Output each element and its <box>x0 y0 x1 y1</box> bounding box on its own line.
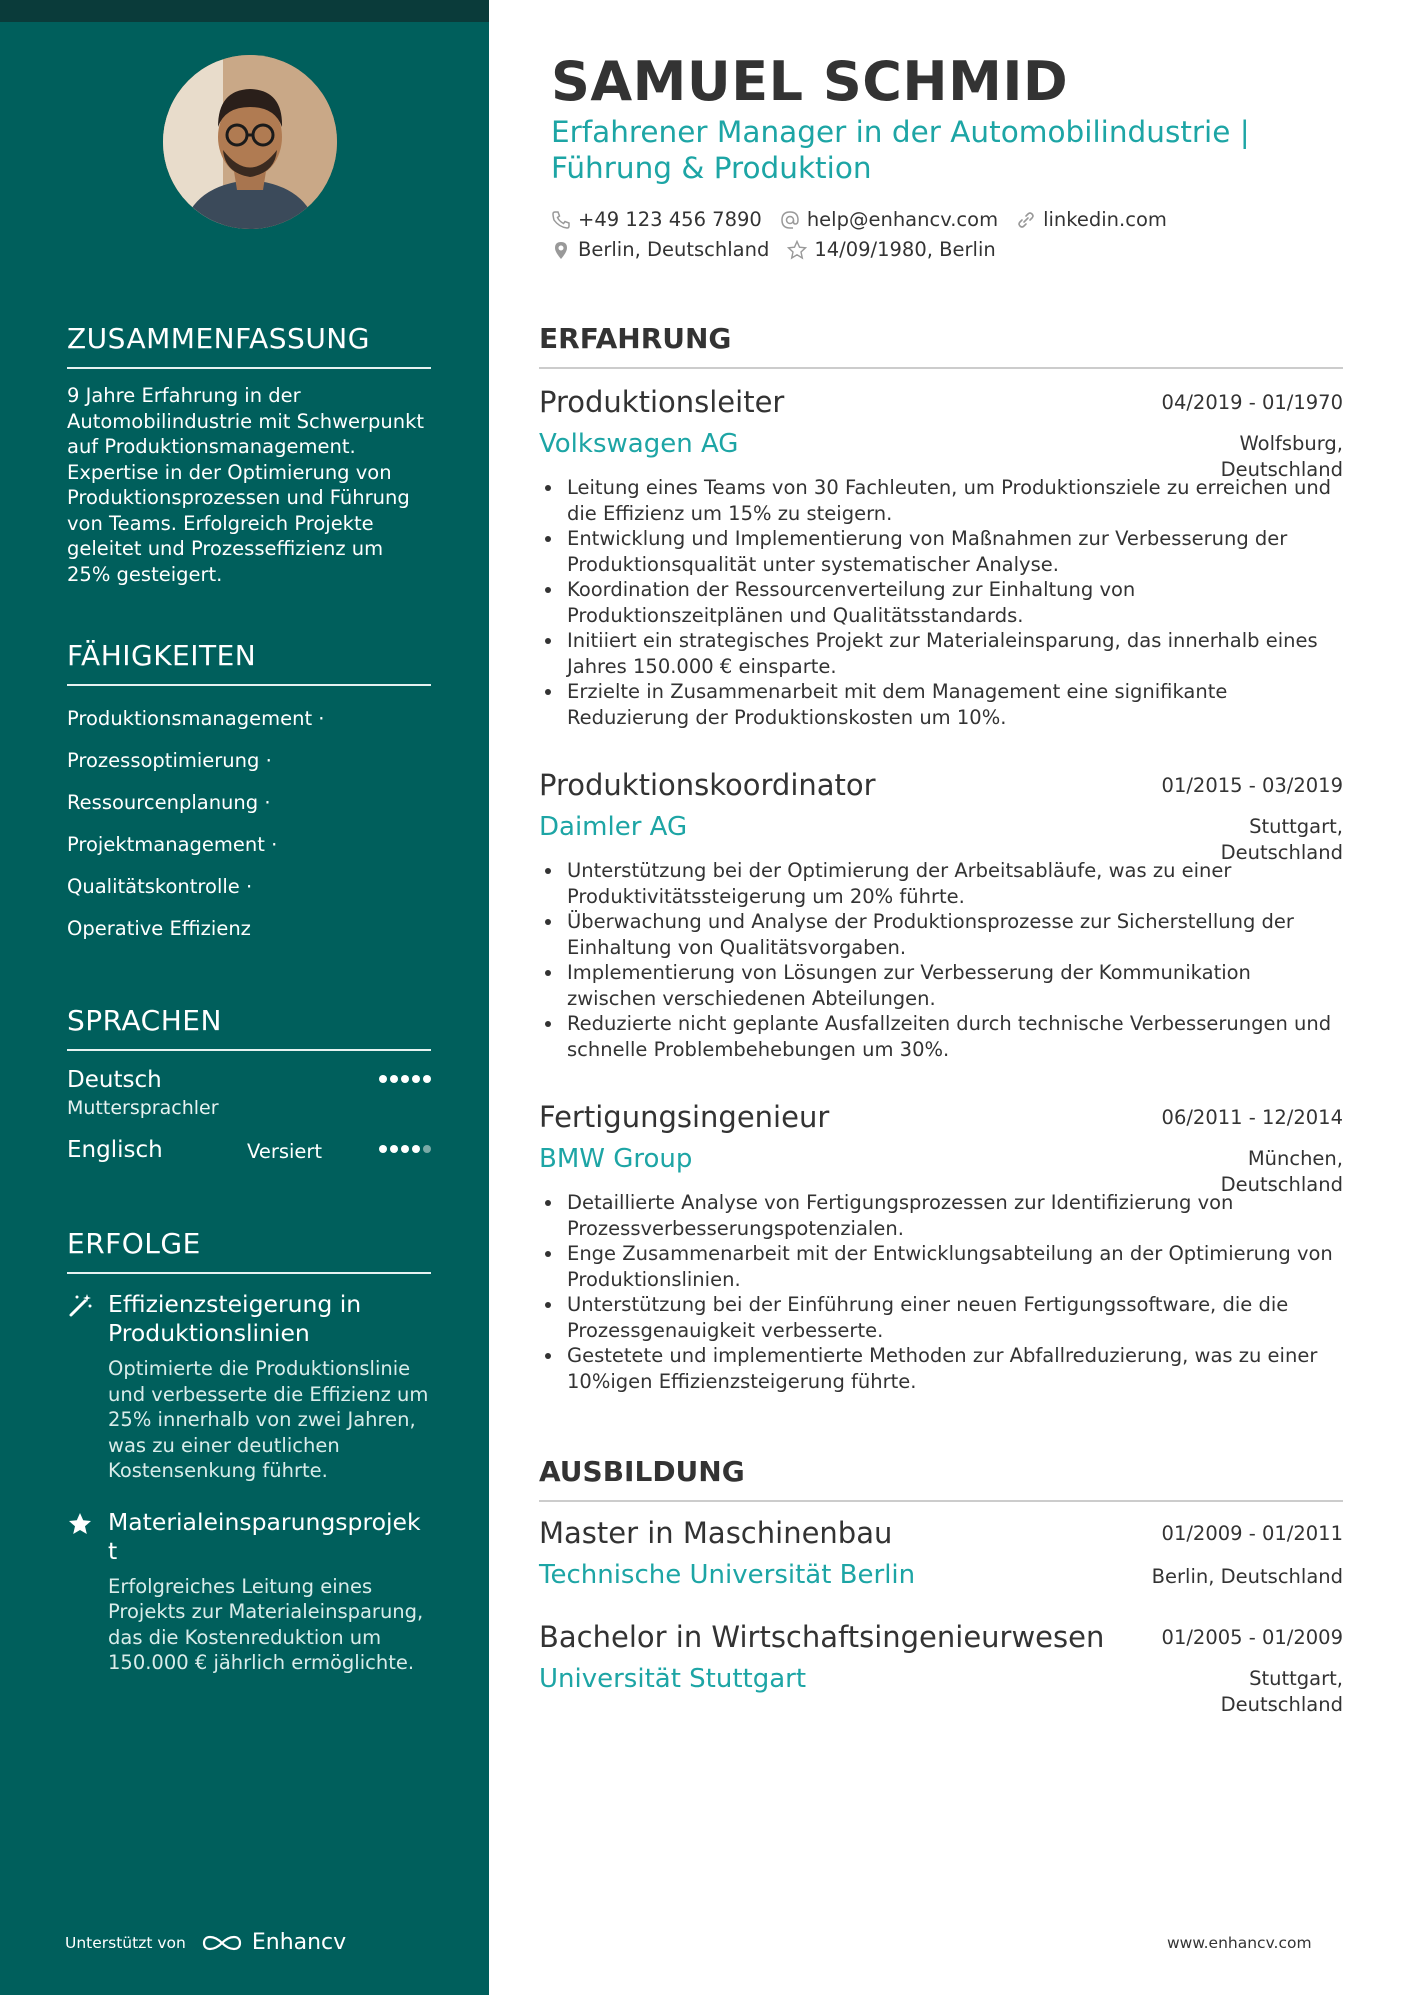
job-bullet: Koordination der Ressourcenverteilung zur Einhaltung von Produktionszeitplänen und Qualitätsstandards. <box>539 577 1343 628</box>
languages-section <box>67 1004 431 1201</box>
powered-by-label: Unterstützt von <box>65 1933 186 1952</box>
job-date: 01/2015 - 03/2019 <box>1161 774 1343 797</box>
job-bullet: Enge Zusammenarbeit mit der Entwicklungsabteilung an der Optimierung von Produktionslinien. <box>539 1241 1343 1292</box>
skills-list <box>67 698 431 950</box>
job-bullet: Entwicklung und Implementierung von Maßnahmen zur Verbesserung der Produktionsqualität unter systematischer Analyse. <box>539 526 1343 577</box>
infinity-logo-icon <box>200 1931 244 1955</box>
magic-wand-icon <box>67 1293 93 1319</box>
rating-dot <box>401 1075 409 1083</box>
job-bullet: Erzielte in Zusammenarbeit mit dem Management eine signifikante Reduzierung der Produktionskosten um 10%. <box>539 679 1343 730</box>
job-title: Produktionsleiter <box>539 385 785 419</box>
contact-link[interactable] <box>1016 208 1167 231</box>
company-name[interactable]: BMW Group <box>539 1144 693 1174</box>
job-item <box>539 768 1343 1062</box>
headline: Erfahrener Manager in der Automobilindustrie | Führung & Produktion <box>551 115 1250 185</box>
contact-row-1 <box>551 208 1167 231</box>
job-location: München, Deutschland <box>1220 1147 1343 1196</box>
avatar <box>163 55 337 229</box>
language-level: Muttersprachler <box>67 1097 219 1119</box>
job-location: Stuttgart, Deutschland <box>1220 815 1343 864</box>
achievements-title: ERFOLGE <box>67 1227 431 1274</box>
skills-title: FÄHIGKEITEN <box>67 639 431 686</box>
job-date: 06/2011 - 12/2014 <box>1161 1106 1343 1129</box>
summary-section <box>67 322 431 587</box>
achievement-description: Optimierte die Produktionslinie und verbesserte die Effizienz um 25% innerhalb von zwei Jahren, was zu einer deutlichen Kostensenkung führte. <box>108 1357 429 1482</box>
achievement-title: Effizienzsteigerung in Produktionslinien <box>108 1290 362 1347</box>
education-date: 01/2009 - 01/2011 <box>1161 1522 1343 1545</box>
job-bullets <box>539 858 1343 1062</box>
link-text: linkedin.com <box>1043 208 1167 231</box>
enhancv-logo[interactable] <box>200 1930 346 1955</box>
contact-phone[interactable] <box>551 208 762 231</box>
contact-row-2 <box>551 238 996 261</box>
language-level: Versiert <box>247 1140 323 1163</box>
achievements-section <box>67 1227 431 1676</box>
education-title: AUSBILDUNG <box>539 1455 1343 1502</box>
achievement-item <box>67 1508 431 1676</box>
language-rating <box>379 1075 431 1083</box>
contact-location <box>551 238 769 261</box>
languages-title: SPRACHEN <box>67 1004 431 1051</box>
job-bullet: Initiiert ein strategisches Projekt zur Materialeinsparung, das innerhalb eines Jahres 150.000 € einsparte. <box>539 628 1343 679</box>
skill-item: Ressourcenplanung · <box>67 791 271 814</box>
sidebar-top-bar <box>0 0 489 22</box>
rating-dot <box>379 1075 387 1083</box>
summary-title: ZUSAMMENFASSUNG <box>67 322 431 369</box>
achievement-item <box>67 1290 431 1484</box>
at-sign-icon <box>780 210 800 230</box>
phone-icon <box>551 210 571 230</box>
candidate-name: SAMUEL SCHMID <box>551 50 1069 113</box>
avatar-photo <box>163 55 337 229</box>
education-item <box>539 1516 1343 1590</box>
rating-dot <box>379 1145 387 1153</box>
experience-title: ERFAHRUNG <box>539 322 1343 369</box>
language-rating <box>379 1145 431 1153</box>
school-name[interactable]: Universität Stuttgart <box>539 1664 807 1694</box>
skill-item: Prozessoptimierung · <box>67 749 272 772</box>
language-name: Deutsch <box>67 1067 162 1093</box>
email-text: help@enhancv.com <box>806 208 999 231</box>
job-bullets <box>539 475 1343 730</box>
job-title: Fertigungsingenieur <box>539 1100 830 1134</box>
link-icon <box>1016 210 1036 230</box>
skill-item: Qualitätskontrolle · <box>67 875 253 898</box>
powered-by <box>65 1930 346 1955</box>
footer-url[interactable]: www.enhancv.com <box>1167 1934 1312 1952</box>
summary-text: 9 Jahre Erfahrung in der Automobilindustrie mit Schwerpunkt auf Produktionsmanagement. Expertise in der Optimierung von Produktionsprozessen und Führung von Teams. Erfolgreich Projekte geleitet und Prozesseffizienz um 25% gesteigert. <box>67 384 425 586</box>
sidebar <box>0 0 489 1995</box>
language-row-englisch <box>67 1137 431 1201</box>
job-date: 04/2019 - 01/1970 <box>1161 391 1343 414</box>
achievement-description: Erfolgreiches Leitung eines Projekts zur Materialeinsparung, das die Kostenreduktion um 150.000 € jährlich ermöglichte. <box>108 1574 424 1674</box>
company-name[interactable]: Daimler AG <box>539 812 688 842</box>
job-bullet: Detaillierte Analyse von Fertigungsprozessen zur Identifizierung von Prozessverbesserungspotenzialen. <box>539 1190 1343 1241</box>
enhancv-brand-text: Enhancv <box>251 1930 347 1955</box>
education-location: Stuttgart, Deutschland <box>1220 1667 1343 1716</box>
language-name: Englisch <box>67 1137 163 1163</box>
job-bullet: Unterstützung bei der Optimierung der Arbeitsabläufe, was zu einer Produktivitätssteigerung um 20% führte. <box>539 858 1343 909</box>
job-item <box>539 385 1343 730</box>
contact-birth <box>787 238 995 261</box>
job-bullet: Leitung eines Teams von 30 Fachleuten, um Produktionsziele zu erreichen und die Effizienz um 15% zu steigern. <box>539 475 1343 526</box>
job-item <box>539 1100 1343 1394</box>
language-row-deutsch <box>67 1067 431 1131</box>
star-icon <box>67 1511 93 1537</box>
rating-dot <box>423 1145 431 1153</box>
skill-item: Produktionsmanagement · <box>67 707 325 730</box>
star-outline-icon <box>787 240 807 260</box>
job-bullets <box>539 1190 1343 1394</box>
rating-dot <box>423 1075 431 1083</box>
rating-dot <box>412 1075 420 1083</box>
rating-dot <box>401 1145 409 1153</box>
school-name[interactable]: Technische Universität Berlin <box>539 1560 916 1590</box>
rating-dot <box>412 1145 420 1153</box>
education-item <box>539 1620 1343 1716</box>
location-text: Berlin, Deutschland <box>578 238 770 261</box>
job-bullet: Unterstützung bei der Einführung einer neuen Fertigungssoftware, die die Prozessgenauigkeit verbesserte. <box>539 1292 1343 1343</box>
degree-title: Master in Maschinenbau <box>539 1516 893 1550</box>
education-location: Berlin, Deutschland <box>1151 1565 1343 1588</box>
job-title: Produktionskoordinator <box>539 768 876 802</box>
job-bullet: Reduzierte nicht geplante Ausfallzeiten durch technische Verbesserungen und schnelle Problembehebungen um 30%. <box>539 1011 1343 1062</box>
rating-dot <box>390 1075 398 1083</box>
skill-item: Projektmanagement · <box>67 833 278 856</box>
skill-item: Operative Effizienz <box>67 917 251 940</box>
achievement-title: Materialeinsparungsprojek t <box>108 1507 421 1565</box>
skills-section <box>67 639 431 950</box>
job-bullet: Überwachung und Analyse der Produktionsprozesse zur Sicherstellung der Einhaltung von Qualitätsvorgaben. <box>539 909 1343 960</box>
phone-text: +49 123 456 7890 <box>578 208 762 231</box>
rating-dot <box>390 1145 398 1153</box>
degree-title: Bachelor in Wirtschaftsingenieurwesen <box>539 1620 1105 1654</box>
contact-email[interactable] <box>780 208 998 231</box>
birth-text: 14/09/1980, Berlin <box>814 238 996 261</box>
education-date: 01/2005 - 01/2009 <box>1161 1626 1343 1649</box>
location-pin-icon <box>551 240 571 260</box>
company-name[interactable]: Volkswagen AG <box>539 429 739 459</box>
job-bullet: Gestetete und implementierte Methoden zur Abfallreduzierung, was zu einer 10%igen Effizienzsteigerung führte. <box>539 1343 1343 1394</box>
job-location: Wolfsburg, Deutschland <box>1220 432 1343 481</box>
job-bullet: Implementierung von Lösungen zur Verbesserung der Kommunikation zwischen verschiedenen Abteilungen. <box>539 960 1343 1011</box>
